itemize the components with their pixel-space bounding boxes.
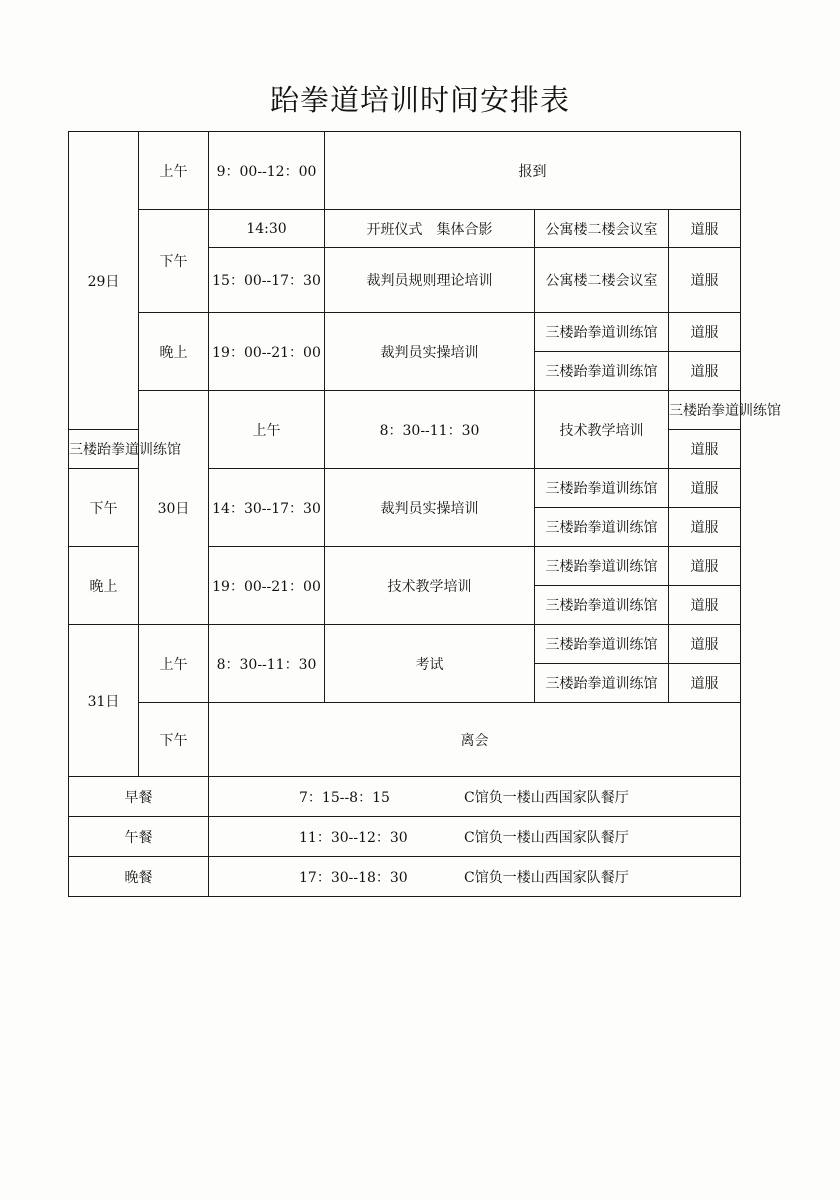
meal-info-cell xyxy=(209,817,741,857)
attire-cell: 道服 xyxy=(669,508,741,547)
period-cell: 上午 xyxy=(209,391,325,469)
table-row xyxy=(69,391,741,430)
table-row xyxy=(69,313,741,352)
meal-row xyxy=(69,857,741,897)
attire-cell: 道服 xyxy=(669,248,741,313)
time-cell: 8：30--11：30 xyxy=(209,625,325,703)
attire-cell: 道服 xyxy=(669,664,741,703)
meal-info-cell xyxy=(209,777,741,817)
venue-cell: 公寓楼二楼会议室 xyxy=(535,248,669,313)
venue-cell: 三楼跆拳道训练馆 xyxy=(535,586,669,625)
period-cell: 上午 xyxy=(139,132,209,210)
schedule-table xyxy=(68,131,781,897)
meal-name-cell: 晚餐 xyxy=(69,857,209,897)
page-title: 跆拳道培训时间安排表 xyxy=(269,83,570,117)
meal-place: C馆负一楼山西国家队餐厅 xyxy=(464,789,629,806)
day-cell: 31日 xyxy=(69,625,139,777)
activity-cell: 报到 xyxy=(325,132,741,210)
meal-time: 17：30--18：30 xyxy=(299,869,408,886)
meal-row xyxy=(69,777,741,817)
venue-cell: 公寓楼二楼会议室 xyxy=(535,210,669,248)
time-cell: 8：30--11：30 xyxy=(325,391,535,469)
attire-cell: 道服 xyxy=(669,430,741,469)
time-cell: 19：00--21：00 xyxy=(209,547,325,625)
venue-cell: 三楼跆拳道训练馆 xyxy=(535,547,669,586)
day-cell: 30日 xyxy=(139,391,209,625)
meal-time: 11：30--12：30 xyxy=(299,829,408,846)
venue-cell: 三楼跆拳道训练馆 xyxy=(535,313,669,352)
period-cell: 下午 xyxy=(69,469,139,547)
table-row xyxy=(69,703,741,777)
table-row xyxy=(69,625,741,664)
venue-cell: 三楼跆拳道训练馆 xyxy=(535,352,669,391)
activity-cell: 考试 xyxy=(325,625,535,703)
attire-cell: 道服 xyxy=(669,586,741,625)
time-cell: 19：00--21：00 xyxy=(209,313,325,391)
meal-time: 7：15--8：15 xyxy=(299,789,390,806)
activity-cell: 离会 xyxy=(209,703,741,777)
attire-cell: 道服 xyxy=(669,469,741,508)
period-cell: 下午 xyxy=(139,703,209,777)
activity-cell: 裁判员实操培训 xyxy=(325,313,535,391)
venue-cell: 三楼跆拳道训练馆 xyxy=(535,508,669,547)
meal-name-cell: 午餐 xyxy=(69,817,209,857)
attire-cell: 道服 xyxy=(669,210,741,248)
period-cell: 上午 xyxy=(139,625,209,703)
time-cell: 15：00--17：30 xyxy=(209,248,325,313)
meal-info-cell xyxy=(209,857,741,897)
period-cell: 晚上 xyxy=(69,547,139,625)
venue-cell: 三楼跆拳道训练馆 xyxy=(535,469,669,508)
activity-cell: 开班仪式 集体合影 xyxy=(325,210,535,248)
attire-cell: 道服 xyxy=(669,625,741,664)
venue-cell: 三楼跆拳道训练馆 xyxy=(535,664,669,703)
attire-cell: 道服 xyxy=(669,547,741,586)
meal-name-cell: 早餐 xyxy=(69,777,209,817)
meal-row xyxy=(69,817,741,857)
period-cell: 下午 xyxy=(139,210,209,313)
time-cell: 14:30 xyxy=(209,210,325,248)
time-cell: 14：30--17：30 xyxy=(209,469,325,547)
period-cell: 晚上 xyxy=(139,313,209,391)
activity-cell: 裁判员规则理论培训 xyxy=(325,248,535,313)
activity-cell: 技术教学培训 xyxy=(535,391,669,469)
table-row xyxy=(69,132,741,210)
day-cell: 29日 xyxy=(69,132,139,430)
meal-place: C馆负一楼山西国家队餐厅 xyxy=(464,869,629,886)
venue-cell: 三楼跆拳道训练馆 xyxy=(669,391,741,430)
venue-cell: 三楼跆拳道训练馆 xyxy=(535,625,669,664)
activity-cell: 裁判员实操培训 xyxy=(325,469,535,547)
attire-cell: 道服 xyxy=(669,352,741,391)
time-cell: 9：00--12：00 xyxy=(209,132,325,210)
activity-cell: 技术教学培训 xyxy=(325,547,535,625)
table-row xyxy=(69,210,741,248)
meal-place: C馆负一楼山西国家队餐厅 xyxy=(464,829,629,846)
venue-cell: 三楼跆拳道训练馆 xyxy=(69,430,139,469)
attire-cell: 道服 xyxy=(669,313,741,352)
